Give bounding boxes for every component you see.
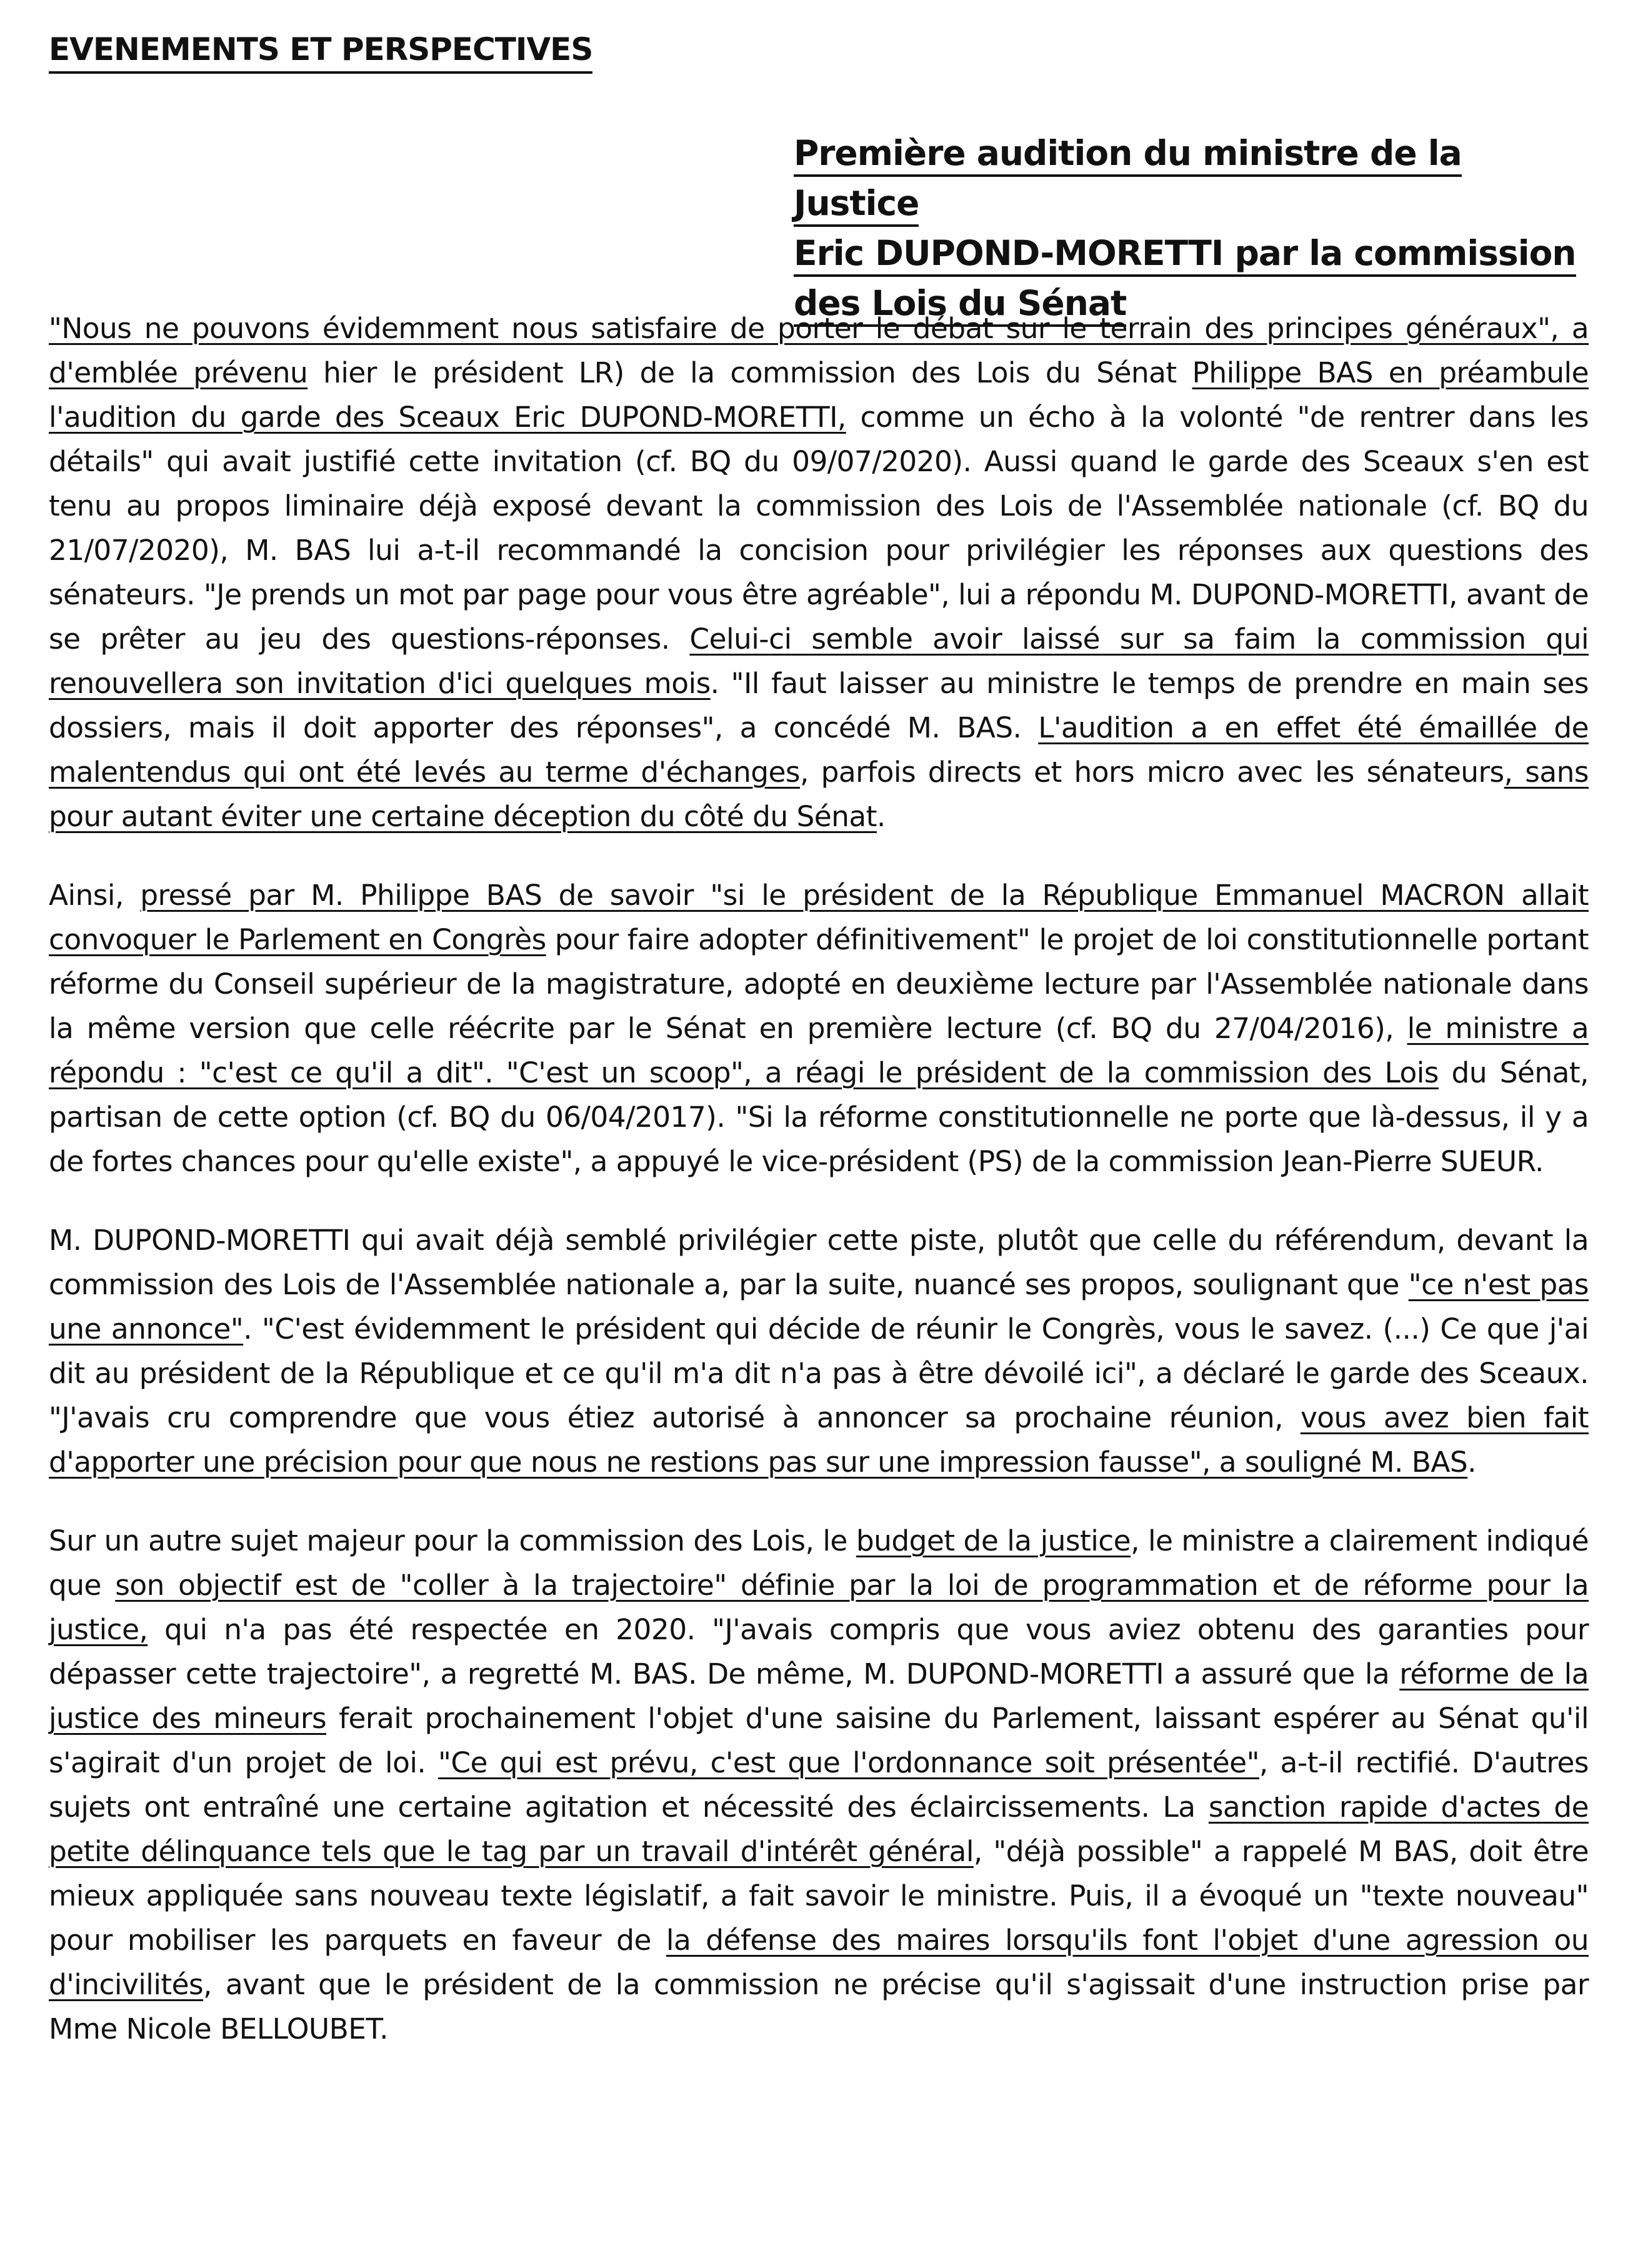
paragraph-text: M. DUPOND-MORETTI qui avait déjà semblé privilégier cette piste, plutôt que celle du référendum, devant la commission des Lois de l'Assemblée nationale a, par la suite, nuancé ses propos, soulignant que	[49, 1224, 1589, 1301]
underlined-text: Philippe BAS en préambule l'audition du garde des Sceaux Eric DUPOND-MORETTI,	[49, 356, 1589, 434]
underlined-text: Celui-ci semble avoir laissé sur sa faim la commission qui renouvellera son invitation d'ici quelques mois	[49, 622, 1589, 700]
underlined-text: L'audition a en effet été émaillée de malentendus qui ont été levés au terme d'échanges	[49, 711, 1589, 789]
underlined-text: "ce n'est pas une annonce"	[49, 1268, 1589, 1346]
underlined-text: la défense des maires lorsqu'ils font l'objet d'une agression ou d'incivilités	[49, 1924, 1589, 2001]
paragraph-text: , a-t-il rectifié. D'autres sujets ont entraîné une certaine agitation et nécessité des éclaircissements. La	[49, 1746, 1589, 1824]
paragraph-text: comme un écho à la volonté "de rentrer dans les détails" qui avait justifié cette invitation (cf. BQ du 09/07/2020). Aussi quand le garde des Sceaux s'en est tenu au propos liminaire déjà exposé devant la commission des Lois de l'Assemblée nationale (cf. BQ du 21/07/2020), M. BAS lui a-t-il recommandé la concision pour privilégier les réponses aux questions des sénateurs. "Je prends un mot par page pour vous être agréable", lui a répondu M. DUPOND-MORETTI, avant de se prêter au jeu des questions-réponses.	[49, 401, 1589, 656]
article-title-line: Première audition du ministre de la Justice	[794, 128, 1589, 228]
paragraph-text: Ainsi,	[49, 879, 141, 912]
section-header: EVENEMENTS ET PERSPECTIVES	[49, 27, 592, 74]
underlined-text: vous avez bien fait d'apporter une précision pour que nous ne restions pas sur une impression fausse", a souligné M. BAS	[49, 1401, 1589, 1479]
underlined-text: budget de la justice	[856, 1524, 1131, 1557]
underlined-text: "Ce qui est prévu, c'est que l'ordonnance soit présentée"	[438, 1746, 1259, 1779]
article-title-line: Eric DUPOND-MORETTI par la commission	[794, 228, 1589, 278]
paragraph-text: pour faire adopter définitivement" le projet de loi constitutionnelle portant réforme du Conseil supérieur de la magistrature, adopté en deuxième lecture par l'Assemblée nationale dans la même version que celle réécrite par le Sénat en première lecture (cf. BQ du 27/04/2016),	[49, 923, 1589, 1045]
paragraph-text: ferait prochainement l'objet d'une saisine du Parlement, laissant espérer au Sénat qu'il s'agirait d'un projet de loi.	[49, 1702, 1589, 1779]
paragraph-text: . "C'est évidemment le président qui décide de réunir le Congrès, vous le savez. (...) Ce que j'ai dit au président de la République et ce qu'il m'a dit n'a pas à être dévoilé ici", a déclaré le garde des Sceaux. "J'avais cru comprendre que vous étiez autorisé à annoncer sa prochaine réunion,	[49, 1312, 1589, 1434]
paragraph-text: . "Il faut laisser au ministre le temps de prendre en main ses dossiers, mais il doit apporter des réponses", a concédé M. BAS.	[49, 667, 1589, 744]
paragraph-text: , "déjà possible" a rappelé M BAS, doit être mieux appliquée sans nouveau texte législatif, a fait savoir le ministre. Puis, il a évoqué un "texte nouveau" pour mobiliser les parquets en faveur de	[49, 1835, 1589, 1957]
article-paragraph	[49, 306, 1589, 839]
paragraph-text: du Sénat, partisan de cette option (cf. BQ du 06/04/2017). "Si la réforme constitutionnelle ne porte que là-dessus, il y a de fortes chances pour qu'elle existe", a appuyé le vice-président (PS) de la commission Jean-Pierre SUEUR.	[49, 1056, 1589, 1178]
underlined-text: "Nous ne pouvons évidemment nous satisfaire de porter le débat sur le terrain des principes généraux", a d'emblée prévenu	[49, 312, 1589, 389]
paragraph-text: .	[1467, 1446, 1477, 1479]
article-paragraph	[49, 1218, 1589, 1484]
article-paragraph	[49, 873, 1589, 1184]
paragraph-text: Sur un autre sujet majeur pour la commission des Lois, le	[49, 1524, 856, 1557]
underlined-text: réforme de la justice des mineurs	[49, 1657, 1589, 1735]
underlined-text: sanction rapide d'actes de petite délinquance tels que le tag par un travail d'intérêt général	[49, 1791, 1589, 1868]
paragraph-text: hier le président LR) de la commission des Lois du Sénat	[307, 356, 1192, 389]
underlined-text: son objectif est de "coller à la trajectoire" définie par la loi de programmation et de réforme pour la justice,	[49, 1569, 1589, 1646]
article-paragraph	[49, 1519, 1589, 2051]
article-title	[794, 128, 1589, 328]
paragraph-text: , avant que le président de la commission ne précise qu'il s'agissait d'une instruction prise par Mme Nicole BELLOUBET.	[49, 1968, 1589, 2046]
article-body	[49, 306, 1589, 2086]
underlined-text: , sans pour autant éviter une certaine déception du côté du Sénat	[49, 756, 1589, 833]
paragraph-text: , le ministre a clairement indiqué que	[49, 1524, 1589, 1602]
underlined-text: le ministre a répondu : "c'est ce qu'il a dit". "C'est un scoop", a réagi le président de la commission des Lois	[49, 1012, 1589, 1089]
article-title-line: des Lois du Sénat	[794, 278, 1589, 328]
paragraph-text: .	[876, 800, 886, 833]
paragraph-text: qui n'a pas été respectée en 2020. "J'avais compris que vous aviez obtenu des garanties pour dépasser cette trajectoire", a regretté M. BAS. De même, M. DUPOND-MORETTI a assuré que la	[49, 1613, 1589, 1691]
paragraph-text: , parfois directs et hors micro avec les sénateurs	[799, 756, 1504, 789]
underlined-text: pressé par M. Philippe BAS de savoir "si le président de la République Emmanuel MACRON allait convoquer le Parlement en Congrès	[49, 879, 1589, 956]
